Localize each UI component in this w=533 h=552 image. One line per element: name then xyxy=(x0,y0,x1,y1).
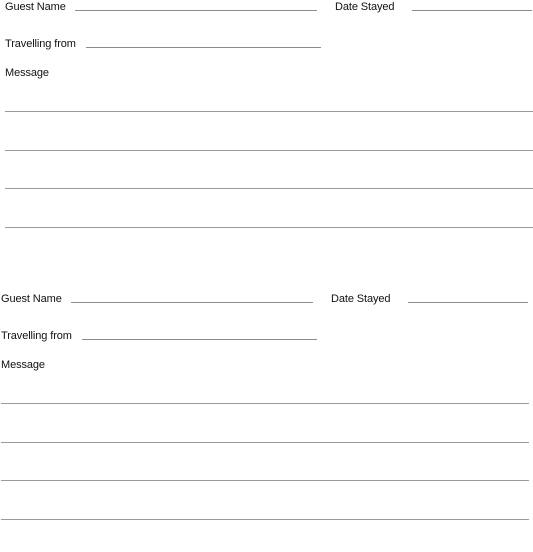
message-label: Message xyxy=(1,359,45,371)
message-line-2[interactable] xyxy=(5,150,533,151)
message-line-3[interactable] xyxy=(5,188,533,189)
date-stayed-label: Date Stayed xyxy=(335,1,395,13)
message-line-4[interactable] xyxy=(5,227,533,228)
travelling-from-label: Travelling from xyxy=(5,38,76,50)
message-line-3[interactable] xyxy=(1,480,529,481)
guestbook-entry-1 xyxy=(0,0,533,260)
guest-name-field[interactable] xyxy=(71,302,313,303)
message-label: Message xyxy=(5,67,49,79)
message-line-1[interactable] xyxy=(1,403,529,404)
guest-name-label: Guest Name xyxy=(1,293,62,305)
date-stayed-field[interactable] xyxy=(412,10,532,11)
travelling-from-label: Travelling from xyxy=(1,330,72,342)
guest-name-field[interactable] xyxy=(75,10,317,11)
travelling-from-field[interactable] xyxy=(86,47,321,48)
travelling-from-field[interactable] xyxy=(82,339,317,340)
message-line-2[interactable] xyxy=(1,442,529,443)
date-stayed-field[interactable] xyxy=(408,302,528,303)
date-stayed-label: Date Stayed xyxy=(331,293,391,305)
guestbook-entry-2 xyxy=(0,292,529,552)
guest-name-label: Guest Name xyxy=(5,1,66,13)
message-line-4[interactable] xyxy=(1,519,529,520)
message-line-1[interactable] xyxy=(5,111,533,112)
